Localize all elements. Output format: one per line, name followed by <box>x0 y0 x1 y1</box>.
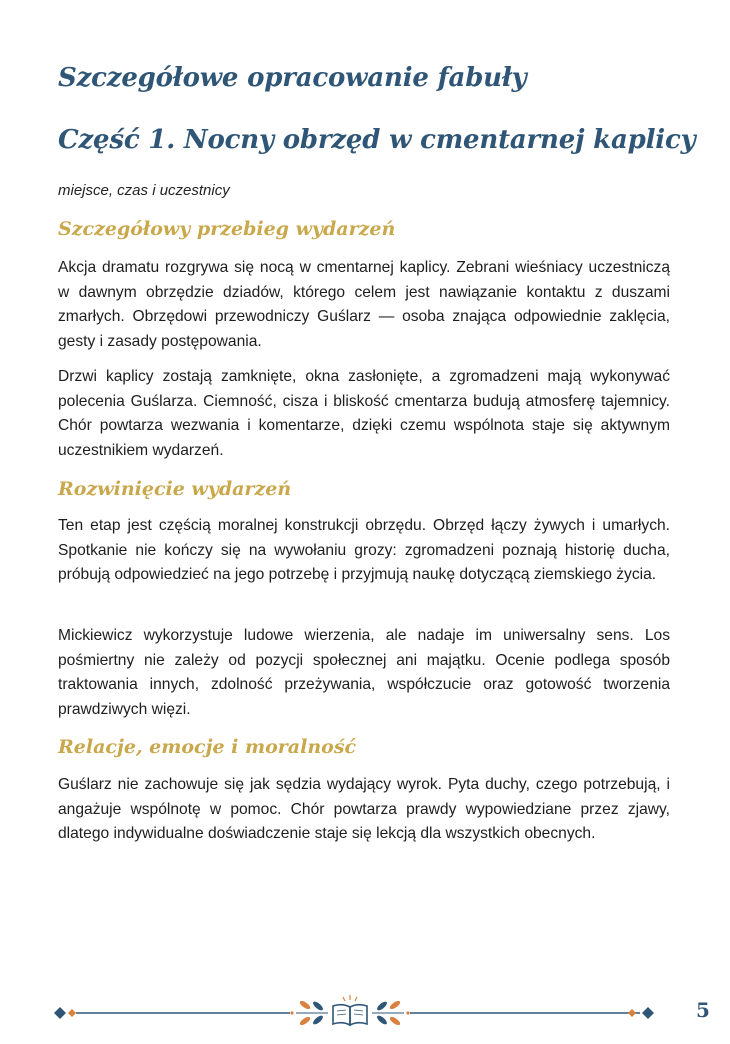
paragraph: Ten etap jest częścią moralnej konstrukcji obrzędu. Obrzęd łączy żywych i umarłych. Spotkanie nie kończy się na wywołaniu grozy: zgromadzeni poznają historię ducha, próbują odpowiedzieć na jego potrzebę i przyjmują naukę dotyczącą ziemskiego życia. <box>58 517 670 584</box>
part-title: Część 1. Nocny obrzęd w cmentarnej kaplicy <box>58 125 696 155</box>
paragraph: Guślarz nie zachowuje się jak sędzia wydający wyrok. Pyta duchy, czego potrzebują, i angażuje wspólnotę w pomoc. Chór powtarza prawdy wypowiedziane przez zjawy, dlatego indywidualne doświadczenie staje się lekcją dla wszystkich obecnych. <box>58 776 670 843</box>
open-book-icon <box>333 995 367 1025</box>
page-number: 5 <box>696 998 710 1022</box>
paragraph: Akcja dramatu rozgrywa się nocą w cmentarnej kaplicy. Zebrani wieśniacy uczestniczą w dawnym obrzędzie dziadów, którego celem jest nawiązanie kontaktu z duszami zmarłych. Obrzędowi przewodniczy Guślarz — osoba znająca odpowiednie zaklęcia, gesty i zasady postępowania. <box>58 259 670 350</box>
paragraph: Drzwi kaplicy zostają zamknięte, okna zasłonięte, a zgromadzeni mają wykonywać polecenia Guślarza. Ciemność, cisza i bliskość cmentarza budują atmosferę tajemnicy. Chór powtarza wezwania i komentarze, dzięki czemu wspólnota staje się aktywnym uczestnikiem wydarzeń. <box>58 368 670 459</box>
right-arrow-ornament <box>410 1007 654 1019</box>
footer-ornament <box>0 992 730 1032</box>
section-heading-1: Szczegółowy przebieg wydarzeń <box>58 218 396 240</box>
subtitle: miejsce, czas i uczestnicy <box>58 182 230 199</box>
page-title: Szczegółowe opracowanie fabuły <box>58 63 527 93</box>
paragraph: Mickiewicz wykorzystuje ludowe wierzenia, ale nadaje im uniwersalny sens. Los pośmiertny nie zależy od pozycji społecznej ani majątku. Ocenie podlega sposób traktowania innych, zdolność przeżywania, współczucie oraz gotowość tworzenia prawdziwych więzi. <box>58 627 670 718</box>
leaf-branch-left <box>290 999 328 1026</box>
decorative-divider <box>0 992 730 1032</box>
leaf-branch-right <box>372 999 410 1026</box>
left-arrow-ornament <box>54 1007 290 1019</box>
section-heading-3: Relacje, emocje i moralność <box>58 736 357 758</box>
section-heading-2: Rozwinięcie wydarzeń <box>58 478 292 500</box>
